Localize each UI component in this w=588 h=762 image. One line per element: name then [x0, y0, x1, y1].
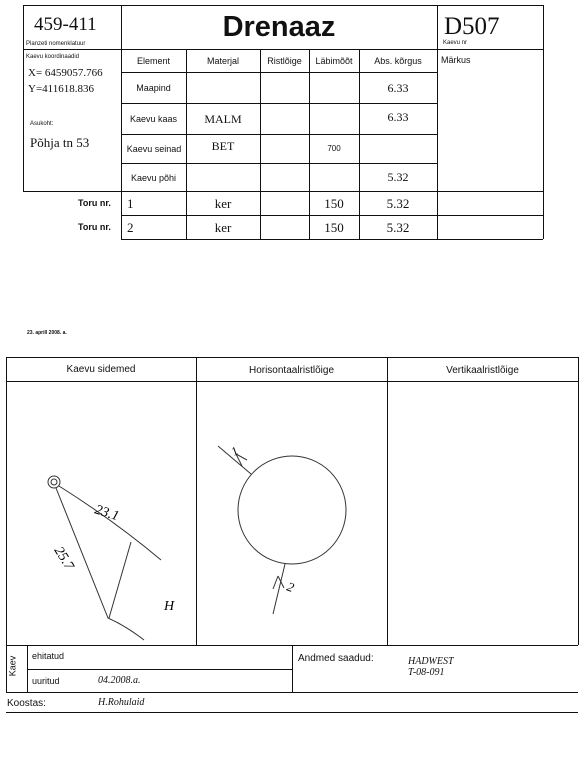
col-notes: Märkus [441, 55, 471, 65]
built-label: ehitatud [32, 651, 65, 661]
well-caption: Kaevu nr [443, 40, 468, 46]
col-diameter: Läbimõõt [315, 56, 353, 66]
col-element: Element [136, 56, 171, 66]
pipe-row-2-label: Toru nr. [78, 222, 111, 232]
col-cross: Ristlõige [267, 56, 302, 66]
compiled-value: H.Rohulaid [98, 697, 145, 708]
surveyed-value: 04.2008.a. [98, 675, 141, 686]
pipe-row-2-number: 2 [127, 220, 134, 235]
compiled-label: Koostas: [7, 698, 46, 709]
row-walls-diameter: 700 [327, 143, 341, 153]
pipe-1-mark: 1 [228, 443, 241, 459]
footer-side-label: Kaev [7, 655, 18, 677]
data-from-line2: T-08-091 [408, 667, 445, 678]
page-title: Drenaaz [222, 11, 336, 43]
date-line: 23. aprill 2008. a. [27, 330, 67, 336]
row-lid-element: Kaevu kaas [129, 114, 178, 124]
location-value: Põhja tn 53 [30, 135, 90, 150]
pipe-row-1-elevation: 5.32 [386, 195, 410, 211]
col-material: Materjal [206, 56, 239, 66]
row-lid-material: MALM [204, 111, 242, 126]
panel-vertical-title: Vertikaalristlõige [446, 365, 519, 376]
pipe-row-1-number: 1 [127, 196, 134, 211]
data-from-line1: HADWEST [408, 656, 454, 667]
well-circle [238, 456, 346, 564]
row-lid-elevation: 6.33 [387, 109, 409, 124]
pipe-row-2-elevation: 5.32 [386, 219, 410, 235]
coords-label: Kaevu koordinaadid [26, 54, 80, 60]
tie-b-label: 25.7 [50, 544, 77, 573]
row-walls-element: Kaevu seinad [126, 144, 182, 154]
surveyed-label: uuritud [32, 676, 60, 686]
pipe-row-2-material: ker [214, 219, 232, 235]
plan-caption: Planzeti nomenklatuur [26, 41, 86, 47]
col-elevation: Abs. kõrgus [374, 56, 422, 66]
plan-number: 459-411 [34, 14, 97, 35]
ties-sketch [6, 382, 196, 644]
horizontal-section [196, 382, 387, 644]
row-walls-material: BET [211, 138, 235, 153]
pipe-row-1-material: ker [214, 195, 232, 211]
location-label: Asukoht: [30, 121, 54, 127]
pipe-row-2-diameter: 150 [324, 219, 344, 235]
pipe-2-mark: 2 [284, 578, 297, 596]
tie-a-label: 23.1 [92, 502, 121, 525]
coord-x: X= 6459057.766 [28, 67, 103, 79]
mark-h-label: H [164, 599, 175, 614]
coord-y: Y=411618.836 [28, 83, 94, 95]
row-maapind-elevation: 6.33 [387, 80, 409, 95]
well-id: D507 [444, 13, 500, 40]
pipe-row-1-label: Toru nr. [78, 198, 111, 208]
panel-horizontal-title: Horisontaalristlõige [248, 365, 335, 376]
row-bottom-element: Kaevu põhi [130, 172, 177, 183]
row-bottom-elevation: 5.32 [387, 170, 409, 184]
row-maapind-element: Maapind [136, 83, 171, 93]
pipe-row-1-diameter: 150 [324, 195, 344, 211]
panel-ties-title: Kaevu sidemed [66, 364, 136, 375]
data-from-label: Andmed saadud: [298, 653, 374, 664]
